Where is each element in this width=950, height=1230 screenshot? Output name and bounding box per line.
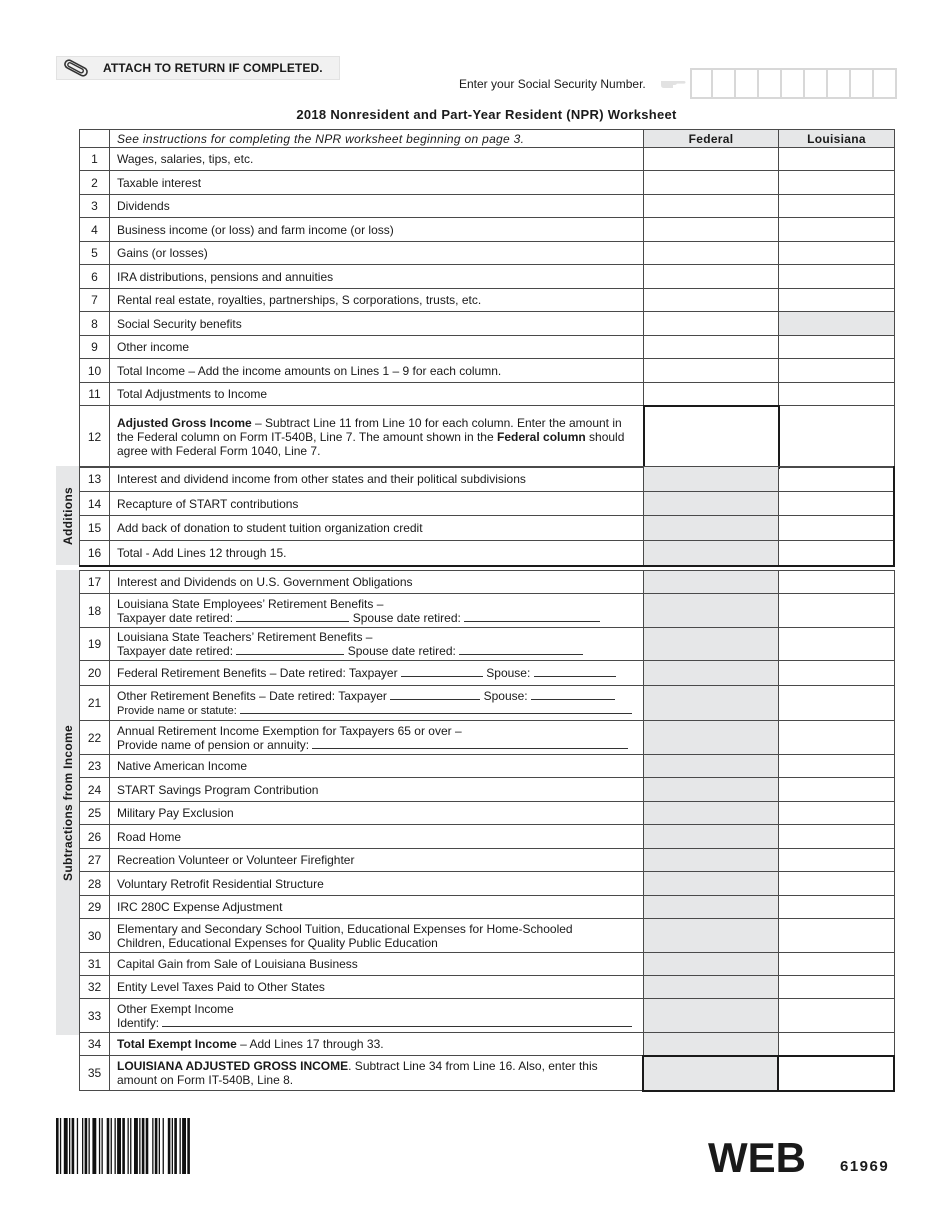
federal-shaded-cell xyxy=(643,919,778,953)
line-description: IRC 280C Expense Adjustment xyxy=(110,896,644,919)
louisiana-amount-field[interactable] xyxy=(779,406,895,468)
federal-shaded-cell xyxy=(643,571,778,594)
line-10-row xyxy=(80,359,895,383)
federal-agi-field[interactable] xyxy=(644,406,779,468)
line-description: Dividends xyxy=(110,195,644,218)
line-29-row xyxy=(80,896,895,919)
federal-shaded-cell xyxy=(643,1033,778,1056)
taxpayer-date-retired-field[interactable] xyxy=(390,689,480,700)
louisiana-amount-field[interactable] xyxy=(778,849,894,872)
federal-amount-field[interactable] xyxy=(644,195,779,218)
louisiana-amount-field[interactable] xyxy=(778,541,894,566)
line-number: 32 xyxy=(80,976,110,999)
louisiana-amount-field[interactable] xyxy=(778,628,894,661)
ssn-input[interactable] xyxy=(690,68,897,99)
instruction-text: See instructions for completing the NPR worksheet beginning on page 3. xyxy=(110,130,644,148)
federal-amount-field[interactable] xyxy=(644,265,779,289)
louisiana-agi-field[interactable] xyxy=(778,1056,894,1091)
line-number: 3 xyxy=(80,195,110,218)
line-description: IRA distributions, pensions and annuities xyxy=(110,265,644,289)
paperclip-icon xyxy=(61,59,91,77)
ssn-digit-box[interactable] xyxy=(736,68,759,99)
taxpayer-date-retired-field[interactable] xyxy=(236,644,344,655)
line-13-row xyxy=(80,467,895,492)
ssn-digit-box[interactable] xyxy=(713,68,736,99)
louisiana-amount-field[interactable] xyxy=(778,755,894,778)
pointing-hand-icon xyxy=(660,77,686,89)
identify-field[interactable] xyxy=(162,1016,632,1027)
ssn-digit-box[interactable] xyxy=(805,68,828,99)
line-19-row xyxy=(80,628,895,661)
line-number: 26 xyxy=(80,825,110,849)
federal-shaded-cell xyxy=(643,686,778,721)
line-description: Road Home xyxy=(110,825,644,849)
line-description: Interest and Dividends on U.S. Government Obligations xyxy=(110,571,644,594)
line-24-row xyxy=(80,778,895,802)
federal-amount-field[interactable] xyxy=(644,171,779,195)
line-4-row xyxy=(80,218,895,242)
line-description xyxy=(110,999,644,1033)
louisiana-amount-field[interactable] xyxy=(779,265,895,289)
name-or-statute-field[interactable] xyxy=(240,703,632,714)
line-26-row xyxy=(80,825,895,849)
federal-shaded-cell xyxy=(643,896,778,919)
line-text: Louisiana State Employees’ Retirement Benefits – xyxy=(117,596,384,611)
line-5-row xyxy=(80,242,895,265)
barcode-icon xyxy=(56,1118,230,1174)
louisiana-amount-field[interactable] xyxy=(778,953,894,976)
line-number: 31 xyxy=(80,953,110,976)
line-description: Recapture of START contributions xyxy=(110,492,644,516)
taxpayer-date-label: Taxpayer date retired: xyxy=(117,644,234,658)
federal-column-header: Federal xyxy=(644,130,779,148)
line-text: Louisiana State Teachers’ Retirement Benefits – xyxy=(117,630,373,644)
louisiana-amount-field[interactable] xyxy=(779,359,895,383)
ssn-digit-box[interactable] xyxy=(828,68,851,99)
line-number: 4 xyxy=(80,218,110,242)
federal-shaded-cell xyxy=(643,778,778,802)
line-description: Rental real estate, royalties, partnerships, S corporations, trusts, etc. xyxy=(110,289,644,312)
line-number: 9 xyxy=(80,336,110,359)
spouse-date-retired-field[interactable] xyxy=(459,644,583,655)
provide-name-label: Provide name of pension or annuity: xyxy=(117,737,310,752)
line-6-row xyxy=(80,265,895,289)
spouse-date-label: Spouse date retired: xyxy=(352,610,461,625)
louisiana-amount-field[interactable] xyxy=(778,999,894,1033)
subtractions-label-text: Subtractions from Income xyxy=(60,724,75,881)
line-description: Total Income – Add the income amounts on Lines 1 – 9 for each column. xyxy=(110,359,644,383)
louisiana-amount-field[interactable] xyxy=(778,571,894,594)
line-number: 1 xyxy=(80,148,110,171)
line-bold-label: Federal column xyxy=(497,429,586,444)
louisiana-amount-field[interactable] xyxy=(779,336,895,359)
page-title: 2018 Nonresident and Part-Year Resident (NPR) Worksheet xyxy=(296,107,677,122)
louisiana-amount-field[interactable] xyxy=(778,721,894,755)
line-description: Gains (or losses) xyxy=(110,242,644,265)
ssn-digit-box[interactable] xyxy=(874,68,897,99)
louisiana-amount-field[interactable] xyxy=(778,896,894,919)
line-25-row xyxy=(80,802,895,825)
line-number: 21 xyxy=(80,686,110,721)
line-number: 6 xyxy=(80,265,110,289)
federal-amount-field[interactable] xyxy=(644,218,779,242)
federal-shaded-cell xyxy=(643,467,778,492)
additions-label-text: Additions xyxy=(60,486,75,545)
line-number: 22 xyxy=(80,721,110,755)
louisiana-shaded-cell xyxy=(779,312,895,336)
line-description xyxy=(110,686,644,721)
line-15-row xyxy=(80,516,895,541)
line-1-row xyxy=(80,148,895,171)
line-number: 30 xyxy=(80,919,110,953)
ssn-digit-box[interactable] xyxy=(782,68,805,99)
louisiana-amount-field[interactable] xyxy=(778,919,894,953)
federal-shaded-cell xyxy=(643,594,778,628)
federal-shaded-cell xyxy=(643,492,778,516)
income-table xyxy=(79,129,895,469)
header-blank xyxy=(80,130,110,148)
line-text: Annual Retirement Income Exemption for Taxpayers 65 or over – xyxy=(117,723,462,738)
line-description: START Savings Program Contribution xyxy=(110,778,644,802)
federal-shaded-cell xyxy=(643,825,778,849)
line-bold-label: LOUISIANA ADJUSTED GROSS INCOME xyxy=(117,1059,349,1073)
federal-shaded-cell xyxy=(643,999,778,1033)
line-description xyxy=(110,1056,644,1091)
line-28-row xyxy=(80,872,895,896)
spouse-date-retired-field[interactable] xyxy=(531,689,615,700)
line-description: Other income xyxy=(110,336,644,359)
line-description: Taxable interest xyxy=(110,171,644,195)
line-20-row xyxy=(80,661,895,686)
line-number: 23 xyxy=(80,755,110,778)
spouse-label: Spouse: xyxy=(486,666,531,680)
line-22-row xyxy=(80,721,895,755)
taxpayer-date-retired-field[interactable] xyxy=(236,611,349,622)
line-33-row xyxy=(80,999,895,1033)
louisiana-amount-field[interactable] xyxy=(778,825,894,849)
line-32-row xyxy=(80,976,895,999)
louisiana-amount-field[interactable] xyxy=(779,171,895,195)
louisiana-column-header: Louisiana xyxy=(779,130,895,148)
additions-table xyxy=(79,466,895,567)
line-text: – Subtract Line 11 from Line 10 for each column. Enter the amount in the Federal column on Form IT-540B, Line 7. The amount shown in the xyxy=(117,415,622,444)
ssn-label: Enter your Social Security Number. xyxy=(459,77,646,91)
federal-shaded-cell xyxy=(643,849,778,872)
federal-amount-field[interactable] xyxy=(644,148,779,171)
line-7-row xyxy=(80,289,895,312)
federal-amount-field[interactable] xyxy=(644,359,779,383)
spouse-date-label: Spouse date retired: xyxy=(347,644,456,658)
line-21-row xyxy=(80,686,895,721)
line-2-row xyxy=(80,171,895,195)
line-description: Social Security benefits xyxy=(110,312,644,336)
line-text: . Subtract Line 34 from Line 16. Also, enter this amount on Form IT-540B, Line 8. xyxy=(117,1059,598,1087)
ssn-digit-box[interactable] xyxy=(690,68,713,99)
line-description xyxy=(110,721,644,755)
line-23-row xyxy=(80,755,895,778)
line-description: Total - Add Lines 12 through 15. xyxy=(110,541,644,566)
subtractions-table xyxy=(79,570,895,1092)
line-9-row xyxy=(80,336,895,359)
louisiana-amount-field[interactable] xyxy=(778,976,894,999)
line-description: Entity Level Taxes Paid to Other States xyxy=(110,976,644,999)
line-description: Native American Income xyxy=(110,755,644,778)
line-18-row xyxy=(80,594,895,628)
louisiana-amount-field[interactable] xyxy=(778,778,894,802)
form-code: 61969 xyxy=(840,1158,890,1175)
louisiana-amount-field[interactable] xyxy=(779,195,895,218)
federal-amount-field[interactable] xyxy=(644,336,779,359)
federal-shaded-cell xyxy=(643,628,778,661)
louisiana-amount-field[interactable] xyxy=(779,242,895,265)
line-number: 2 xyxy=(80,171,110,195)
louisiana-amount-field[interactable] xyxy=(779,289,895,312)
line-description: Voluntary Retrofit Residential Structure xyxy=(110,872,644,896)
line-number: 19 xyxy=(80,628,110,661)
additions-section-label xyxy=(56,466,79,565)
louisiana-amount-field[interactable] xyxy=(778,492,894,516)
line-14-row xyxy=(80,492,895,516)
line-number: 29 xyxy=(80,896,110,919)
louisiana-amount-field[interactable] xyxy=(779,218,895,242)
line-text: Other Retirement Benefits – Date retired: Taxpayer xyxy=(117,688,387,703)
spouse-date-retired-field[interactable] xyxy=(464,611,600,622)
line-31-row xyxy=(80,953,895,976)
line-description xyxy=(110,1033,644,1056)
line-description: Total Adjustments to Income xyxy=(110,383,644,406)
line-description: Recreation Volunteer or Volunteer Firefighter xyxy=(110,849,644,872)
federal-amount-field[interactable] xyxy=(644,289,779,312)
federal-shaded-cell xyxy=(643,953,778,976)
provide-name-label: Provide name or statute: xyxy=(117,704,237,717)
federal-shaded-cell xyxy=(643,976,778,999)
line-text: Other Exempt Income xyxy=(117,1001,234,1016)
line-number: 14 xyxy=(80,492,110,516)
line-description: Interest and dividend income from other states and their political subdivisions xyxy=(110,467,644,492)
line-description: Wages, salaries, tips, etc. xyxy=(110,148,644,171)
line-number: 24 xyxy=(80,778,110,802)
line-description: Business income (or loss) and farm income (or loss) xyxy=(110,218,644,242)
line-number: 25 xyxy=(80,802,110,825)
line-description: Military Pay Exclusion xyxy=(110,802,644,825)
line-12-row xyxy=(80,406,895,468)
line-number: 20 xyxy=(80,661,110,686)
line-number: 34 xyxy=(80,1033,110,1056)
federal-amount-field[interactable] xyxy=(644,312,779,336)
attach-notice xyxy=(56,56,340,80)
identify-label: Identify: xyxy=(117,1015,160,1030)
line-16-row xyxy=(80,541,895,566)
line-description xyxy=(110,594,644,628)
line-17-row xyxy=(80,571,895,594)
louisiana-amount-field[interactable] xyxy=(779,383,895,406)
line-11-row xyxy=(80,383,895,406)
line-text: – Add Lines 17 through 33. xyxy=(236,1037,384,1051)
federal-shaded-cell xyxy=(643,661,778,686)
louisiana-amount-field[interactable] xyxy=(778,661,894,686)
subtractions-section-label xyxy=(56,570,79,1035)
federal-shaded-cell xyxy=(643,872,778,896)
ssn-digit-box[interactable] xyxy=(851,68,874,99)
line-3-row xyxy=(80,195,895,218)
spouse-date-retired-field[interactable] xyxy=(534,666,616,677)
table-header-row xyxy=(80,130,895,148)
louisiana-amount-field[interactable] xyxy=(778,872,894,896)
louisiana-amount-field[interactable] xyxy=(778,1033,894,1056)
line-number: 10 xyxy=(80,359,110,383)
federal-shaded-cell xyxy=(643,1056,778,1091)
federal-shaded-cell xyxy=(643,541,778,566)
federal-shaded-cell xyxy=(643,755,778,778)
line-number: 16 xyxy=(80,541,110,566)
louisiana-amount-field[interactable] xyxy=(778,802,894,825)
louisiana-amount-field[interactable] xyxy=(778,686,894,721)
line-number: 27 xyxy=(80,849,110,872)
line-35-row xyxy=(80,1056,895,1091)
line-description xyxy=(110,661,644,686)
line-27-row xyxy=(80,849,895,872)
line-description xyxy=(110,406,644,468)
taxpayer-date-retired-field[interactable] xyxy=(401,666,483,677)
federal-amount-field[interactable] xyxy=(644,242,779,265)
line-text: should agree with Federal Form 1040, Line 7. xyxy=(117,429,625,458)
louisiana-amount-field[interactable] xyxy=(778,467,894,492)
louisiana-amount-field[interactable] xyxy=(779,148,895,171)
taxpayer-date-label: Taxpayer date retired: xyxy=(117,610,234,625)
attach-text: ATTACH TO RETURN IF COMPLETED. xyxy=(103,61,323,75)
line-number: 5 xyxy=(80,242,110,265)
line-description: Add back of donation to student tuition organization credit xyxy=(110,516,644,541)
line-number: 28 xyxy=(80,872,110,896)
line-text: Federal Retirement Benefits – Date retired: Taxpayer xyxy=(117,666,398,680)
line-number: 7 xyxy=(80,289,110,312)
line-34-row xyxy=(80,1033,895,1056)
line-number: 8 xyxy=(80,312,110,336)
federal-amount-field[interactable] xyxy=(644,383,779,406)
federal-shaded-cell xyxy=(643,721,778,755)
line-description xyxy=(110,628,644,661)
louisiana-amount-field[interactable] xyxy=(778,594,894,628)
line-number: 33 xyxy=(80,999,110,1033)
line-number: 13 xyxy=(80,467,110,492)
line-8-row xyxy=(80,312,895,336)
line-number: 17 xyxy=(80,571,110,594)
spouse-label: Spouse: xyxy=(483,688,528,703)
line-description: Elementary and Secondary School Tuition, Educational Expenses for Home-Schooled Children, Educational Expenses for Quality Public Education xyxy=(110,919,644,953)
pension-name-field[interactable] xyxy=(312,738,628,749)
line-number: 12 xyxy=(80,406,110,468)
line-bold-label: Adjusted Gross Income xyxy=(117,415,252,430)
line-number: 18 xyxy=(80,594,110,628)
line-number: 11 xyxy=(80,383,110,406)
federal-shaded-cell xyxy=(643,802,778,825)
web-mark: WEB xyxy=(708,1134,806,1181)
line-number: 15 xyxy=(80,516,110,541)
ssn-digit-box[interactable] xyxy=(759,68,782,99)
line-30-row xyxy=(80,919,895,953)
line-description: Capital Gain from Sale of Louisiana Business xyxy=(110,953,644,976)
line-number: 35 xyxy=(80,1056,110,1091)
line-bold-label: Total Exempt Income xyxy=(117,1037,237,1051)
federal-shaded-cell xyxy=(643,516,778,541)
louisiana-amount-field[interactable] xyxy=(778,516,894,541)
